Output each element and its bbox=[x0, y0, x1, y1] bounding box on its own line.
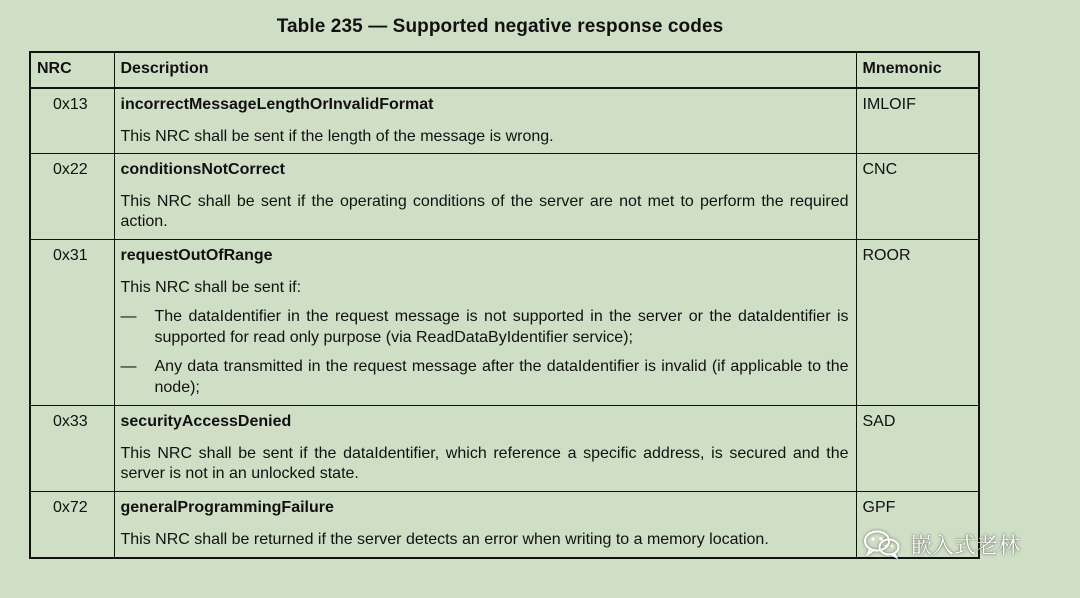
watermark bbox=[862, 528, 1020, 560]
dash-marker: — bbox=[120, 308, 137, 325]
table-row bbox=[30, 240, 979, 406]
description-cell bbox=[114, 88, 856, 154]
description-cell bbox=[114, 406, 856, 492]
nrc-description: This NRC shall be returned if the server detects an error when writing to a memory location. bbox=[120, 531, 769, 548]
watermark-text: 嵌入式老林 bbox=[910, 532, 1021, 558]
table-row bbox=[30, 406, 979, 492]
dash-marker: — bbox=[120, 358, 137, 375]
nrc-table bbox=[29, 51, 980, 559]
nrc-mnemonic: CNC bbox=[856, 154, 979, 240]
condition-list bbox=[121, 306, 849, 398]
nrc-mnemonic: SAD bbox=[856, 406, 979, 492]
nrc-description: This NRC shall be sent if the length of the message is wrong. bbox=[120, 128, 554, 145]
nrc-code: 0x31 bbox=[30, 240, 114, 406]
nrc-code: 0x33 bbox=[30, 406, 114, 492]
nrc-name: requestOutOfRange bbox=[120, 247, 273, 264]
list-item bbox=[121, 356, 849, 398]
table-row bbox=[30, 492, 979, 558]
nrc-code: 0x72 bbox=[30, 492, 114, 558]
list-item bbox=[121, 306, 849, 348]
list-item-text: Any data transmitted in the request message after the dataIdentifier is invalid (if applicable to the node); bbox=[154, 358, 849, 396]
nrc-description: This NRC shall be sent if the dataIdentifier, which reference a specific address, is secured and the server is not in an unlocked state. bbox=[120, 445, 849, 482]
wechat-icon bbox=[862, 528, 902, 560]
nrc-name: incorrectMessageLengthOrInvalidFormat bbox=[120, 96, 434, 113]
header-row bbox=[30, 52, 979, 88]
list-item-text: The dataIdentifier in the request message is not supported in the server or the dataIdentifier is supported for read only purpose (via ReadDataByIdentifier service); bbox=[154, 308, 849, 346]
table-row bbox=[30, 154, 979, 240]
description-cell bbox=[114, 240, 856, 406]
nrc-mnemonic: ROOR bbox=[856, 240, 979, 406]
header-mnemonic: Mnemonic bbox=[856, 52, 979, 88]
nrc-name: conditionsNotCorrect bbox=[120, 161, 285, 178]
table-row bbox=[30, 88, 979, 154]
table-title: Table 235 — Supported negative response codes bbox=[276, 16, 724, 37]
header-description: Description bbox=[114, 52, 856, 88]
nrc-code: 0x22 bbox=[30, 154, 114, 240]
nrc-mnemonic: GPF bbox=[856, 492, 979, 558]
nrc-name: securityAccessDenied bbox=[120, 413, 292, 430]
nrc-mnemonic: IMLOIF bbox=[856, 88, 979, 154]
description-cell bbox=[114, 154, 856, 240]
nrc-description: This NRC shall be sent if: bbox=[120, 279, 302, 296]
nrc-code: 0x13 bbox=[30, 88, 114, 154]
description-cell bbox=[114, 492, 856, 558]
header-nrc: NRC bbox=[30, 52, 114, 88]
nrc-description: This NRC shall be sent if the operating conditions of the server are not met to perform the required action. bbox=[120, 193, 849, 230]
nrc-name: generalProgrammingFailure bbox=[120, 499, 334, 516]
